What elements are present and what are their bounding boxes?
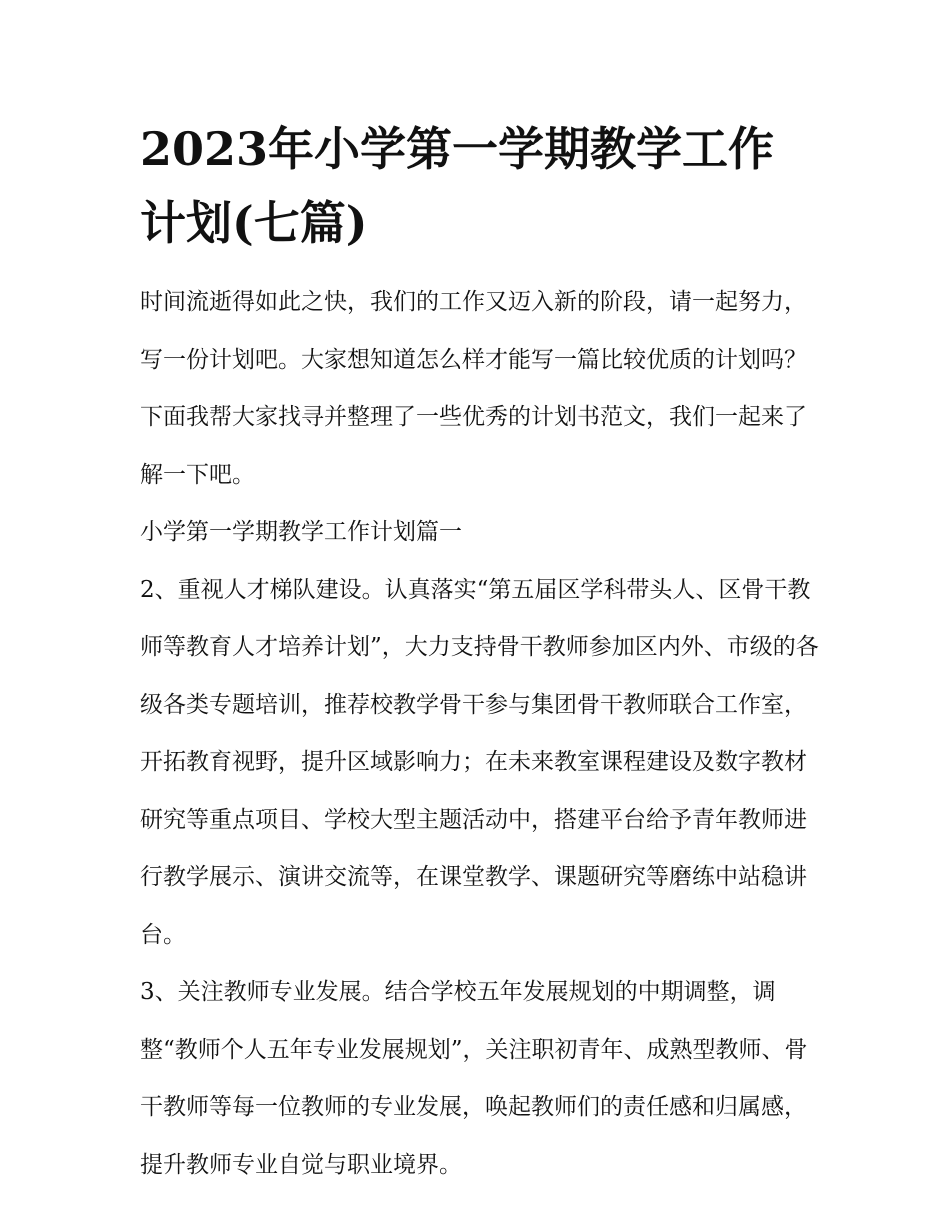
document-title: 2023年小学第一学期教学工作计划(七篇) [140,122,775,250]
section-heading: 小学第一学期教学工作计划篇一 [140,519,462,545]
intro-paragraph: 时间流逝得如此之快，我们的工作又迈入新的阶段，请一起努力，写一份计划吧。大家想知道怎么样才能写一篇比较优质的计划吗？下面我帮大家找寻并整理了一些优秀的计划书范文，我们一起来了解一下吧。 [140,289,807,488]
body-paragraph: 2、重视人才梯队建设。认真落实“第五届区学科带头人、区骨干教师等教育人才培养计划”，大力支持骨干教师参加区内外、市级的各级各类专题培训，推荐校教学骨干参与集团骨干教师联合工作室，开拓教育视野，提升区域影响力；在未来教室课程建设及数字教材研究等重点项目、学校大型主题活动中，搭建平台给予青年教师进行教学展示、演讲交流等，在课堂教学、课题研究等磨练中站稳讲台。 [140,576,819,948]
document-body [140,112,820,1194]
body-paragraph: 3、关注教师专业发展。结合学校五年发展规划的中期调整，调整“教师个人五年专业发展规划”，关注职初青年、成熟型教师、骨干教师等每一位教师的专业发展，唤起教师们的责任感和归属感，提升教师专业自觉与职业境界。 [140,979,808,1178]
